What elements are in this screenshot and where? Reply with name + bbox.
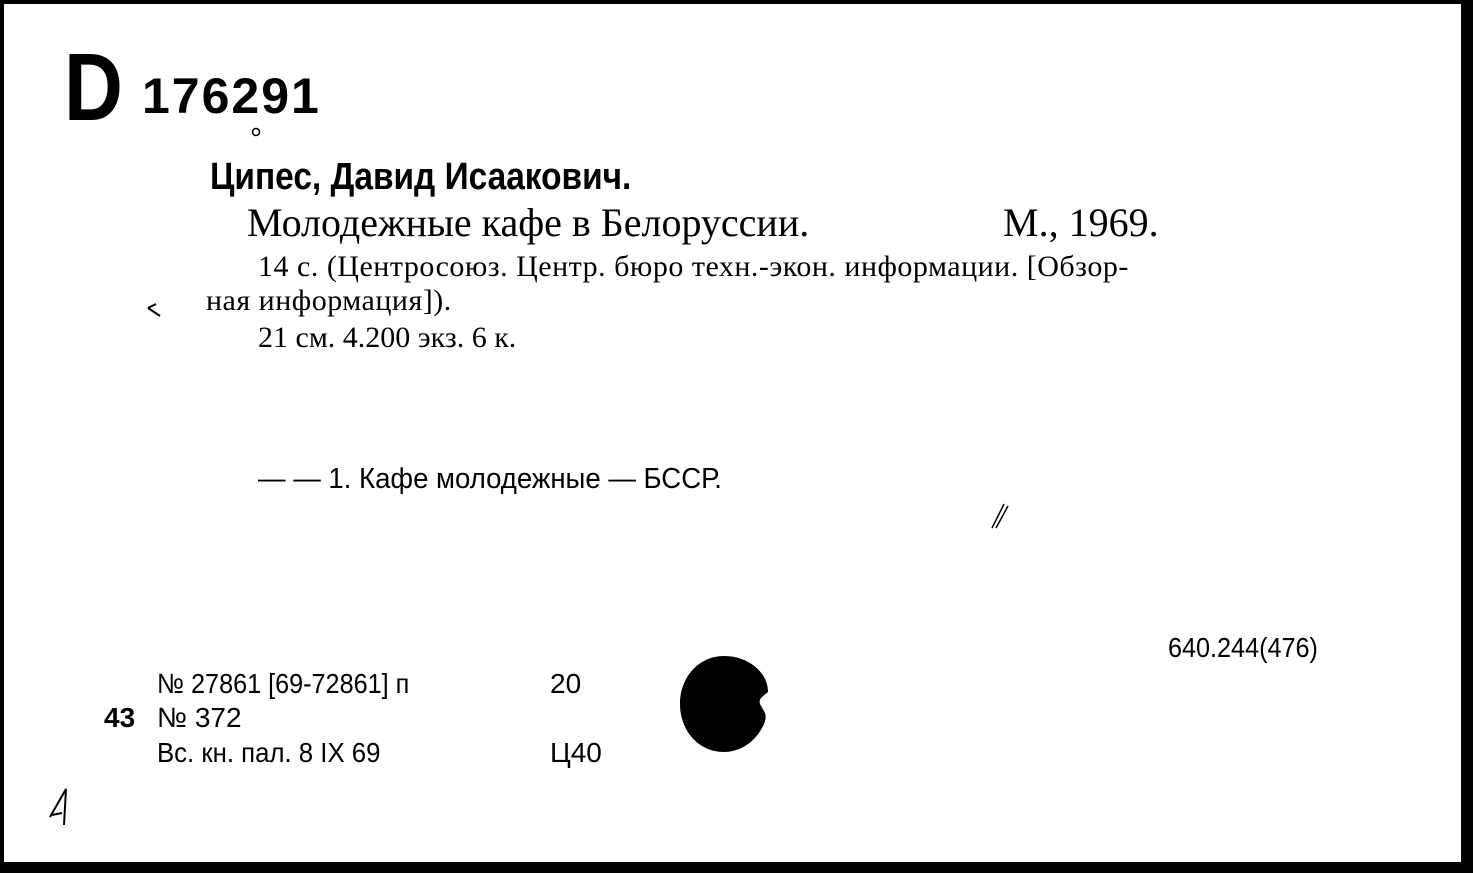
description-line-2: ная информация]). bbox=[206, 284, 452, 317]
footer-line-1: № 27861 [69-72861] п bbox=[157, 668, 410, 699]
footer-line-2: № 372 bbox=[157, 702, 242, 733]
footer-line-2-prefix: 43 bbox=[104, 702, 136, 733]
footer-line-1-code: 20 bbox=[550, 668, 582, 699]
card-edge-bottom bbox=[0, 866, 1473, 873]
handwritten-mark bbox=[46, 785, 76, 835]
punched-hole bbox=[678, 654, 770, 754]
subject-heading: — — 1. Кафе молодежные — БССР. bbox=[258, 463, 722, 495]
stamp-letter: D bbox=[64, 34, 123, 141]
description-line-3: 21 см. 4.200 экз. 6 к. bbox=[258, 321, 517, 354]
description-line-1: 14 с. (Центросоюз. Центр. бюро техн.-экон. информации. [Обзор- bbox=[258, 250, 1129, 283]
stamp-number: 176291 bbox=[142, 68, 321, 124]
imprint: М., 1969. bbox=[1003, 200, 1159, 245]
footer-line-3: Вс. кн. пал. 8 IX 69 bbox=[157, 737, 381, 768]
author-heading: Ципес, Давид Исаакович. bbox=[210, 156, 632, 198]
small-circle-mark bbox=[250, 126, 262, 138]
pencil-mark bbox=[986, 500, 1012, 534]
classification-index: 640.244(476) bbox=[1168, 632, 1318, 663]
card-edge-right bbox=[1465, 0, 1473, 873]
footer-line-3-code: Ц40 bbox=[550, 737, 602, 768]
tick-mark bbox=[146, 302, 164, 318]
book-title: Молодежные кафе в Белоруссии. bbox=[247, 200, 810, 245]
